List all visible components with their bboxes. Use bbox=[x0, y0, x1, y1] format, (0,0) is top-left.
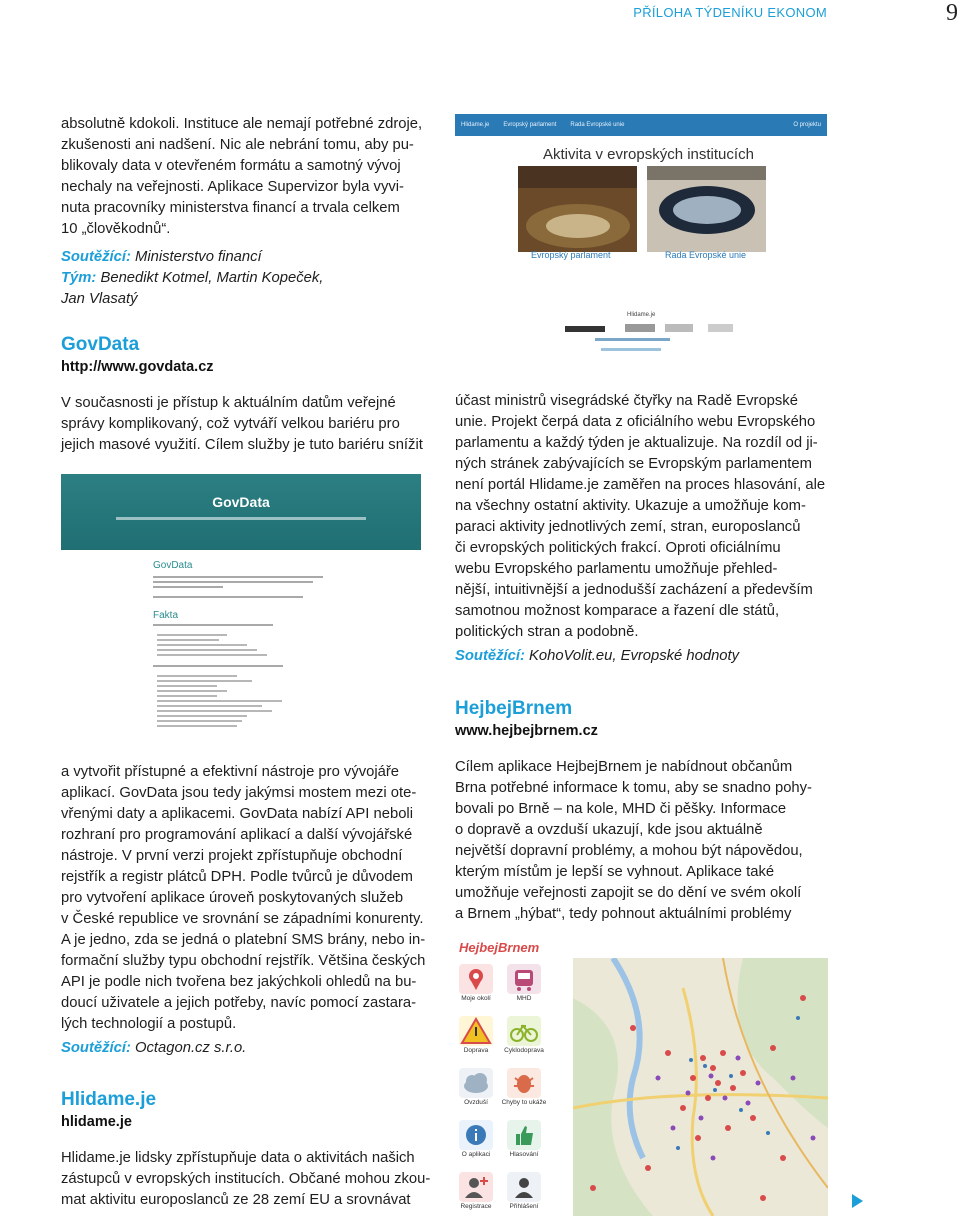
hlidame-nav bbox=[455, 114, 827, 136]
footer-placeholder bbox=[595, 338, 670, 341]
govdata-intro bbox=[61, 333, 431, 456]
page-number: 9 bbox=[946, 0, 958, 26]
list-placeholder bbox=[157, 700, 282, 702]
tile-traffic[interactable] bbox=[459, 1016, 493, 1046]
contest-line bbox=[61, 1038, 431, 1059]
tile-label: Moje okolí bbox=[461, 995, 491, 1002]
text-placeholder bbox=[153, 665, 283, 667]
text-line: rozhraní pro programování aplikací a další vývojářské bbox=[61, 827, 413, 843]
text-line: politických stran a podobně. bbox=[455, 624, 639, 640]
tile-label: Cyklodoprava bbox=[504, 1047, 544, 1054]
list-placeholder bbox=[157, 634, 227, 636]
contest-line bbox=[455, 646, 835, 667]
list-placeholder bbox=[157, 705, 262, 707]
logo-part: Brnem bbox=[498, 940, 540, 955]
list-placeholder bbox=[157, 685, 217, 687]
text-line: blikovaly data v otevřeném formátu a samotný vývoj bbox=[61, 158, 401, 174]
contest-label: Soutěžící: bbox=[455, 648, 525, 664]
tile-label: MHD bbox=[516, 995, 532, 1002]
header-title: PŘÍLOHA TÝDENÍKU EKONOM bbox=[633, 5, 827, 20]
section-title-hlidame: Hlidame.je bbox=[61, 1089, 157, 1110]
text-line: správy komplikovaný, což vytváří velkou bariéru pro bbox=[61, 416, 400, 432]
text-line: aplikací. GovData jsou tedy jakýmsi mostem mezi ote- bbox=[61, 785, 417, 801]
text-line: nější, intuitivnější a jednodušší zacházení a především bbox=[455, 582, 813, 598]
section-url-hejbejbrnem[interactable]: www.hejbejbrnem.cz bbox=[455, 723, 598, 739]
hlidame-footer bbox=[565, 312, 735, 360]
text-line: a Brnem „hýbat“, tedy pohnout aktuálními problémy bbox=[455, 906, 792, 922]
tile-label: O aplikaci bbox=[461, 1151, 491, 1158]
nav-home[interactable]: Hlidame.je bbox=[461, 122, 490, 128]
supervizor-section bbox=[61, 114, 431, 310]
text-line: zkušenosti ani nadšení. Nic ale nebrání tomu, aby pu- bbox=[61, 137, 414, 153]
list-placeholder bbox=[157, 725, 237, 727]
footer-placeholder bbox=[601, 348, 661, 351]
tram-icon bbox=[507, 964, 541, 994]
list-placeholder bbox=[157, 644, 247, 646]
team-line-2: Jan Vlasatý bbox=[61, 291, 138, 307]
text-line: ných stránek zabývajících se Evropským parlamentem bbox=[455, 456, 812, 472]
text-line: a vytvořit přístupné a efektivní nástroje pro vývojáře bbox=[61, 764, 400, 780]
list-placeholder bbox=[157, 649, 257, 651]
cloud-icon bbox=[459, 1068, 493, 1098]
text-line: nástroje. V první verzi projekt zpřístupňuje obchodní bbox=[61, 848, 403, 864]
text-placeholder bbox=[153, 624, 273, 626]
text-line: V současnosti je přístup k aktuálním datům veřejné bbox=[61, 395, 396, 411]
partner-logo bbox=[625, 324, 655, 332]
text-line: rejstřík a registr plátců DPH. Podle tvůrců je důvodem bbox=[61, 869, 413, 885]
nav-council[interactable]: Rada Evropské unie bbox=[570, 122, 625, 128]
hlidame-heading: Aktivita v evropských institucích bbox=[543, 146, 754, 163]
text-line: na všechny ostatní aktivity. Ukazuje a umožňuje kom- bbox=[455, 498, 806, 514]
caption-parliament[interactable]: Evropský parlament bbox=[531, 250, 611, 260]
text-line: webu Evropského parlamentu umožňuje přehled- bbox=[455, 561, 778, 577]
section-url-govdata[interactable]: http://www.govdata.cz bbox=[61, 359, 214, 375]
tile-mhd[interactable] bbox=[507, 964, 541, 994]
text-line: A je jedno, zda se jedná o platební SMS brány, nebo in- bbox=[61, 932, 426, 948]
text-line: Cílem aplikace HejbejBrnem je nabídnout občanům bbox=[455, 759, 793, 775]
logo-part: Hejbej bbox=[459, 940, 499, 955]
text-line: parlamentu a každý týden je aktualizuje. Na rozdíl od ji- bbox=[455, 435, 818, 451]
list-placeholder bbox=[157, 710, 272, 712]
govdata-body bbox=[61, 762, 431, 1059]
text-placeholder bbox=[153, 581, 313, 583]
list-placeholder bbox=[157, 680, 252, 682]
section-url-hlidame[interactable]: hlidame.je bbox=[61, 1114, 132, 1130]
hlidame-continued bbox=[455, 391, 835, 667]
map-markers bbox=[573, 958, 828, 1216]
text-line: bovali po Brně – na kole, MHD či pěšky. Informace bbox=[455, 801, 787, 817]
tile-air[interactable] bbox=[459, 1068, 493, 1098]
brno-map[interactable] bbox=[573, 958, 828, 1216]
text-line: vřenými daty a aplikacemi. GovData nabízí API neboli bbox=[61, 806, 414, 822]
hlidame-intro bbox=[61, 1088, 431, 1211]
section-title-govdata: GovData bbox=[61, 334, 140, 355]
text-line: o dopravě a ovzduší ukazují, kde jsou aktuálně bbox=[455, 822, 763, 838]
text-line: formační služby typu obchodní rejstřík. Většina českých bbox=[61, 953, 426, 969]
text-line: největší dopravní problémy, a mohou být nápovědou, bbox=[455, 843, 803, 859]
tile-about[interactable] bbox=[459, 1120, 493, 1150]
text-line: Hlidame.je lidsky zpřístupňuje data o aktivitách našich bbox=[61, 1150, 415, 1166]
text-line: nuta pracovníky ministerstva financí a trvala celkem bbox=[61, 200, 400, 216]
add-user-icon bbox=[459, 1172, 493, 1202]
partner-logo bbox=[565, 326, 605, 332]
list-placeholder bbox=[157, 695, 217, 697]
text-line: mat aktivitu europoslanců ze 28 zemí EU a srovnávat bbox=[61, 1192, 411, 1208]
tile-label: Registrace bbox=[460, 1203, 492, 1210]
text-line: účast ministrů visegrádské čtyřky na Radě Evropské bbox=[455, 393, 798, 409]
govdata-screen-heading-facts: Fakta bbox=[153, 610, 179, 621]
tile-report[interactable] bbox=[507, 1068, 541, 1098]
tile-my-area[interactable] bbox=[459, 964, 493, 994]
partner-logo bbox=[708, 324, 733, 332]
nav-ep[interactable]: Evropský parlament bbox=[503, 122, 557, 128]
thumbs-up-icon bbox=[507, 1120, 541, 1150]
info-icon bbox=[459, 1120, 493, 1150]
caption-council[interactable]: Rada Evropské unie bbox=[665, 250, 747, 260]
contest-value: KohoVolit.eu, Evropské hodnoty bbox=[524, 648, 740, 664]
footer-title: Hlidame.je bbox=[627, 312, 656, 318]
text-line: či evropských politických frakcí. Oproti oficiálnímu bbox=[455, 540, 781, 556]
nav-about[interactable]: O projektu bbox=[793, 122, 821, 128]
contest-value: Ministerstvo financí bbox=[130, 249, 262, 265]
bicycle-icon bbox=[507, 1016, 541, 1046]
warning-sign-icon bbox=[459, 1016, 493, 1046]
list-placeholder bbox=[157, 654, 267, 656]
text-line: není portál Hlidame.je zaměřen na proces hlasování, ale bbox=[455, 477, 826, 493]
contest-line bbox=[61, 247, 431, 268]
text-placeholder bbox=[153, 586, 223, 588]
hejbejbrnem-section bbox=[455, 697, 835, 925]
text-line: samotnou možnost komparace a řazení dle států, bbox=[455, 603, 780, 619]
tile-label: Hlasování bbox=[509, 1151, 539, 1158]
text-line: unie. Projekt čerpá data z oficiálního webu Evropského bbox=[455, 414, 816, 430]
list-placeholder bbox=[157, 690, 227, 692]
tile-vote[interactable] bbox=[507, 1120, 541, 1150]
parliament-photo[interactable] bbox=[518, 166, 637, 252]
text-line: lých technologií a postupů. bbox=[61, 1016, 237, 1032]
team-label: Tým: bbox=[61, 270, 97, 286]
location-pin-icon bbox=[459, 964, 493, 994]
user-icon bbox=[507, 1172, 541, 1202]
tile-label: Přihlášení bbox=[509, 1203, 539, 1210]
contest-label: Soutěžící: bbox=[61, 1040, 131, 1056]
tile-bike[interactable] bbox=[507, 1016, 541, 1046]
text-placeholder bbox=[153, 576, 323, 578]
text-line: zástupců v evropských institucích. Občané mohou zkou- bbox=[61, 1171, 431, 1187]
next-page-arrow-icon[interactable] bbox=[852, 1194, 863, 1208]
section-title-hejbejbrnem: HejbejBrnem bbox=[455, 698, 573, 719]
govdata-screen-heading: GovData bbox=[153, 560, 193, 571]
list-placeholder bbox=[157, 639, 219, 641]
text-line: doucí uživatele a jejich potřeby, navíc pomocí zastara- bbox=[61, 995, 417, 1011]
tile-register[interactable] bbox=[459, 1172, 493, 1202]
text-line: nechaly na veřejnosti. Aplikace Supervizor byla vyvi- bbox=[61, 179, 404, 195]
partner-logo bbox=[665, 324, 693, 332]
govdata-banner bbox=[61, 474, 421, 550]
list-placeholder bbox=[157, 720, 242, 722]
team-value: Benedikt Kotmel, Martin Kopeček, bbox=[96, 270, 324, 286]
govdata-banner-title: GovData bbox=[212, 494, 270, 510]
bug-icon bbox=[507, 1068, 541, 1098]
text-line: 10 „člověkodnů“. bbox=[61, 221, 171, 237]
contest-label: Soutěžící: bbox=[61, 249, 131, 265]
hlidame-screenshot bbox=[455, 114, 827, 364]
text-line: umožňuje veřejnosti zapojit se do dění ve svém okolí bbox=[455, 885, 802, 901]
hejbejbrnem-screenshot bbox=[455, 940, 828, 1216]
text-line: Brna potřebné informace k tomu, aby se snadno pohy- bbox=[455, 780, 812, 796]
tile-label: Ovzduší bbox=[464, 1099, 488, 1106]
banner-subtitle-bar bbox=[116, 517, 366, 520]
council-photo[interactable] bbox=[647, 166, 766, 252]
text-line: absolutně kdokoli. Instituce ale nemají potřebné zdroje, bbox=[61, 116, 423, 132]
tile-label: Doprava bbox=[463, 1047, 489, 1054]
govdata-screenshot bbox=[61, 474, 421, 738]
hejbejbrnem-logo bbox=[459, 940, 539, 955]
text-placeholder bbox=[153, 596, 303, 598]
team-line bbox=[61, 268, 431, 289]
text-line: API je podle nich tvořena bez jakýchkoli ohledů na bu- bbox=[61, 974, 417, 990]
text-line: jejich masové využití. Cílem služby je tuto bariéru snížit bbox=[61, 437, 423, 453]
tile-login[interactable] bbox=[507, 1172, 541, 1202]
list-placeholder bbox=[157, 675, 237, 677]
text-line: kterým místům je lepší se vyhnout. Aplikace také bbox=[455, 864, 775, 880]
text-line: pro vytvoření aplikace úroveň poskytovaných služeb bbox=[61, 890, 404, 906]
contest-value: Octagon.cz s.r.o. bbox=[130, 1040, 247, 1056]
tile-label: Chyby to ukáže bbox=[501, 1099, 547, 1106]
list-placeholder bbox=[157, 715, 247, 717]
text-line: paraci aktivity jednotlivých zemí, stran, europoslanců bbox=[455, 519, 801, 535]
text-line: v České republice ve srovnání se západními konurenty. bbox=[61, 911, 424, 927]
